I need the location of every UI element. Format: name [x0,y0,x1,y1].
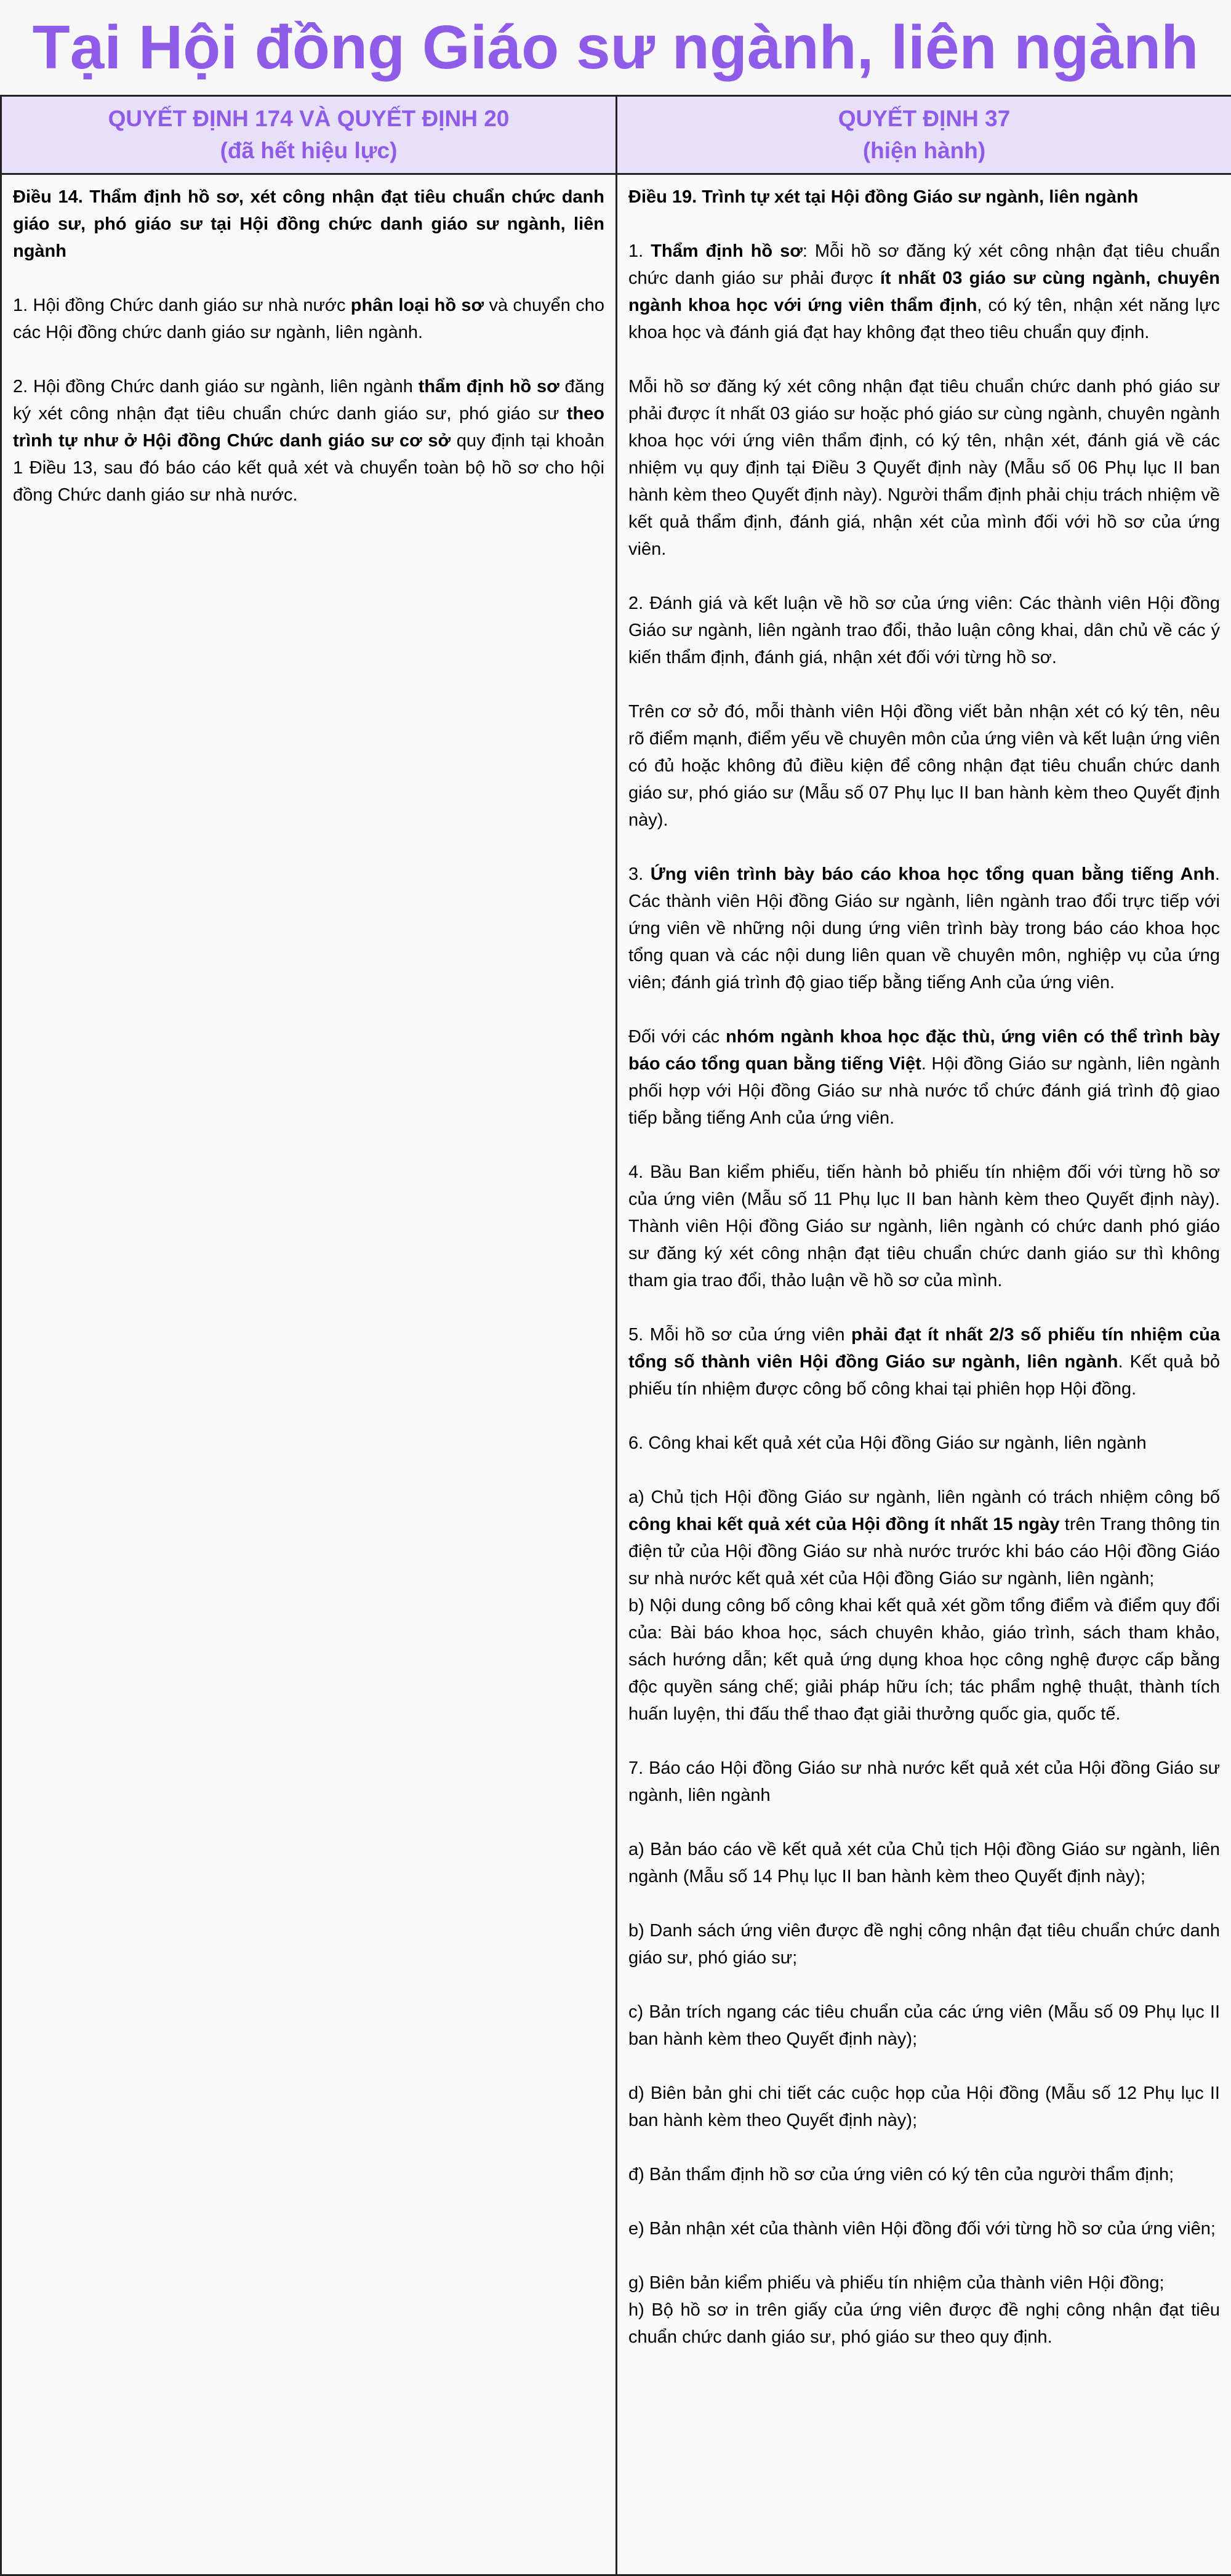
column-header-old [1,96,617,174]
new-clause-7-item-dd: đ) Bản thẩm định hồ sơ của ứng viên có ký tên của người thẩm định; [628,2165,1174,2184]
new-clause-5: 5. Mỗi hồ sơ của ứng viên phải đạt ít nhất 2/3 số phiếu tín nhiệm của tổng số thành viên Hội đồng Giáo sư ngành, liên ngành. Kết quả bỏ phiếu tín nhiệm được công bố công khai tại phiên họp Hội đồng. [628,1325,1220,1399]
new-clause-4: 4. Bầu Ban kiểm phiếu, tiến hành bỏ phiếu tín nhiệm đối với từng hồ sơ của ứng viên (Mẫu số 11 Phụ lục II ban hành kèm theo Quyết định này). Thành viên Hội đồng Giáo sư ngành, liên ngành có chức danh phó giáo sư đăng ký xét công nhận đạt tiêu chuẩn chức danh giáo sư thì không tham gia trao đổi, thảo luận về hồ sơ của mình. [628,1162,1220,1290]
column-header-old-status: (đã hết hiệu lực) [220,138,398,163]
table-body-row [1,174,1231,2575]
column-header-new [617,96,1231,174]
new-clause-1-paragraph-2: Mỗi hồ sơ đăng ký xét công nhận đạt tiêu chuẩn chức danh phó giáo sư phải được ít nhất 03 giáo sư hoặc phó giáo sư cùng ngành, chuyên ngành khoa học với ứng viên thẩm định, có ký tên, nhận xét, đánh giá về các nhiệm vụ quy định tại Điều 3 Quyết định này (Mẫu số 06 Phụ lục II ban hành kèm theo Quyết định này). Người thẩm định phải chịu trách nhiệm về kết quả thẩm định, đánh giá, nhận xét của mình đối với hồ sơ của ứng viên. [628,377,1220,559]
old-regulation-cell [1,174,617,2575]
new-clause-7-item-d: d) Biên bản ghi chi tiết các cuộc họp của Hội đồng (Mẫu số 12 Phụ lục II ban hành kèm theo Quyết định này); [628,2083,1220,2130]
new-clause-6: 6. Công khai kết quả xét của Hội đồng Giáo sư ngành, liên ngành [628,1433,1147,1453]
column-header-new-title: QUYẾT ĐỊNH 37 [838,106,1011,132]
new-clause-2: 2. Đánh giá và kết luận về hồ sơ của ứng viên: Các thành viên Hội đồng Giáo sư ngành, liên ngành trao đổi, thảo luận công khai, dân chủ về các ý kiến thẩm định, đánh giá, nhận xét đối với từng hồ sơ. [628,594,1220,667]
old-article-heading: Điều 14. Thẩm định hồ sơ, xét công nhận đạt tiêu chuẩn chức danh giáo sư, phó giáo sư tại Hội đồng chức danh giáo sư ngành, liên ngành [13,187,604,261]
comparison-table [0,95,1231,2576]
column-header-new-status: (hiện hành) [862,138,986,163]
new-clause-7-item-a: a) Bản báo cáo về kết quả xét của Chủ tịch Hội đồng Giáo sư ngành, liên ngành (Mẫu số 14 Phụ lục II ban hành kèm theo Quyết định này); [628,1840,1220,1886]
page-title: Tại Hội đồng Giáo sư ngành, liên ngành [32,12,1199,82]
new-clause-7-item-b: b) Danh sách ứng viên được đề nghị công nhận đạt tiêu chuẩn chức danh giáo sư, phó giáo sư; [628,1921,1220,1968]
new-clause-7-item-c: c) Bản trích ngang các tiêu chuẩn của các ứng viên (Mẫu số 09 Phụ lục II ban hành kèm theo Quyết định này); [628,2002,1220,2049]
new-regulation-cell [617,174,1231,2575]
table-header-row [1,96,1231,174]
old-clause-1: 1. Hội đồng Chức danh giáo sư nhà nước phân loại hồ sơ và chuyển cho các Hội đồng chức danh giáo sư ngành, liên ngành. [13,296,604,342]
new-clause-7-item-g: g) Biên bản kiểm phiếu và phiếu tín nhiệm của thành viên Hội đồng; [628,2273,1165,2293]
new-clause-7-item-h: h) Bộ hồ sơ in trên giấy của ứng viên được đề nghị công nhận đạt tiêu chuẩn chức danh giáo sư, phó giáo sư theo quy định. [628,2300,1220,2347]
new-clause-2-paragraph-2: Trên cơ sở đó, mỗi thành viên Hội đồng viết bản nhận xét có ký tên, nêu rõ điểm mạnh, điểm yếu về chuyên môn của ứng viên và kết luận ứng viên có đủ hoặc không đủ điều kiện để công nhận đạt tiêu chuẩn chức danh giáo sư, phó giáo sư (Mẫu số 07 Phụ lục II ban hành kèm theo Quyết định này). [628,702,1220,830]
new-clause-3-paragraph-2: Đối với các nhóm ngành khoa học đặc thù, ứng viên có thể trình bày báo cáo tổng quan bằng tiếng Việt. Hội đồng Giáo sư ngành, liên ngành phối hợp với Hội đồng Giáo sư nhà nước tổ chức đánh giá trình độ giao tiếp bằng tiếng Anh của ứng viên. [628,1027,1220,1128]
new-clause-1: 1. Thẩm định hồ sơ: Mỗi hồ sơ đăng ký xét công nhận đạt tiêu chuẩn chức danh giáo sư phải được ít nhất 03 giáo sư cùng ngành, chuyên ngành khoa học với ứng viên thẩm định, có ký tên, nhận xét năng lực khoa học và đánh giá đạt hay không đạt theo tiêu chuẩn quy định. [628,241,1221,342]
new-clause-7-item-e: e) Bản nhận xét của thành viên Hội đồng đối với từng hồ sơ của ứng viên; [628,2219,1216,2239]
new-article-heading: Điều 19. Trình tự xét tại Hội đồng Giáo sư ngành, liên ngành [628,187,1139,207]
new-clause-7: 7. Báo cáo Hội đồng Giáo sư nhà nước kết quả xét của Hội đồng Giáo sư ngành, liên ngành [628,1758,1220,1805]
new-clause-3: 3. Ứng viên trình bày báo cáo khoa học tổng quan bằng tiếng Anh. Các thành viên Hội đồng Giáo sư ngành, liên ngành trao đổi trực tiếp với ứng viên về những nội dung ứng viên trình bày trong báo cáo khoa học tổng quan và các nội dung liên quan về chuyên môn, nghiệp vụ của ứng viên; đánh giá trình độ giao tiếp bằng tiếng Anh của ứng viên. [628,864,1220,992]
new-clause-6-item-b: b) Nội dung công bố công khai kết quả xét gồm tổng điểm và điểm quy đổi của: Bài báo khoa học, sách chuyên khảo, giáo trình, sách tham khảo, sách hướng dẫn; kết quả ứng dụng khoa học công nghệ được cấp bằng độc quyền sáng chế; giải pháp hữu ích; tác phẩm nghệ thuật, thành tích huấn luyện, thi đấu thể thao đạt giải thưởng quốc gia, quốc tế. [628,1596,1220,1724]
old-clause-2: 2. Hội đồng Chức danh giáo sư ngành, liên ngành thẩm định hồ sơ đăng ký xét công nhận đạt tiêu chuẩn chức danh giáo sư, phó giáo sư theo trình tự như ở Hội đồng Chức danh giáo sư cơ sở quy định tại khoản 1 Điều 13, sau đó báo cáo kết quả xét và chuyển toàn bộ hồ sơ cho hội đồng Chức danh giáo sư nhà nước. [13,377,604,505]
new-clause-6-item-a: a) Chủ tịch Hội đồng Giáo sư ngành, liên ngành có trách nhiệm công bố công khai kết quả xét của Hội đồng ít nhất 15 ngày trên Trang thông tin điện tử của Hội đồng Giáo sư nhà nước trước khi báo cáo Hội đồng Giáo sư nhà nước kết quả xét của Hội đồng Giáo sư ngành, liên ngành; [628,1487,1220,1588]
column-header-old-title: QUYẾT ĐỊNH 174 VÀ QUYẾT ĐỊNH 20 [108,106,510,132]
